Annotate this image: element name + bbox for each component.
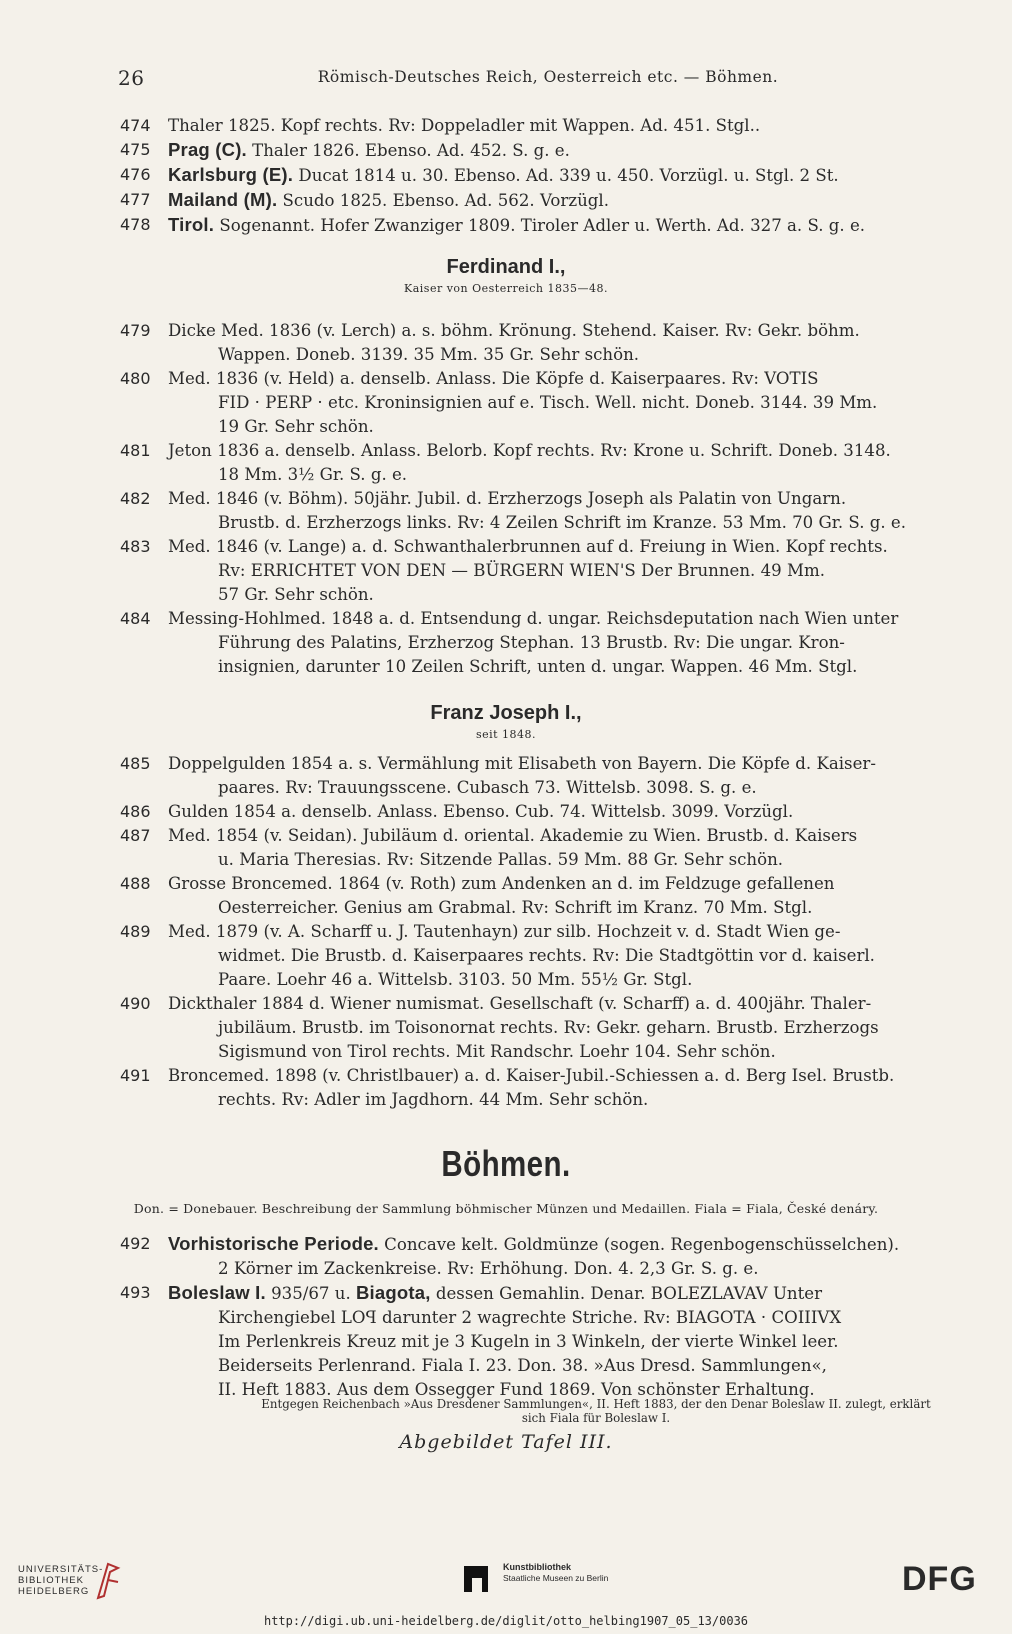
entry-line (168, 1232, 970, 1257)
entry-text: Ducat 1814 u. 30. Ebenso. Ad. 339 u. 450. Vorzügl. u. Stgl. 2 St. (293, 166, 839, 185)
entry-keyword: Biagota, (356, 1282, 431, 1303)
entry-text: Thaler 1825. Kopf rechts. Rv: Doppeladler mit Wappen. Ad. 451. Stgl.. (168, 116, 761, 135)
entry-keyword: Mailand (M). (168, 189, 278, 210)
entry-line (168, 1257, 970, 1281)
catalogue-entry (120, 188, 970, 213)
entry-text: Messing-Hohlmed. 1848 a. d. Entsendung d. ungar. Reichsdeputation nach Wien unter (168, 609, 899, 628)
catalogue-entry (120, 138, 970, 163)
entry-line (168, 968, 970, 992)
entry-text: Med. 1846 (v. Böhm). 50jähr. Jubil. d. Erzherzogs Joseph als Palatin von Ungarn. (168, 489, 847, 508)
entry-text: 18 Mm. 3½ Gr. S. g. e. (218, 465, 408, 484)
catalogue-entry (120, 114, 970, 138)
entry-text: Doppelgulden 1854 a. s. Vermählung mit Elisabeth von Bayern. Die Köpfe d. Kaiser- (168, 754, 876, 773)
entry-line (168, 415, 970, 439)
abbreviations-line: Don. = Donebauer. Beschreibung der Sammlung böhmischer Münzen und Medaillen. Fiala = Fiala, České denáry. (133, 1201, 879, 1216)
entry-number: 486 (120, 802, 151, 821)
entry-text: Med. 1854 (v. Seidan). Jubiläum d. oriental. Akademie zu Wien. Brustb. d. Kaisers (168, 826, 858, 845)
catalogue-entry (120, 367, 970, 439)
entry-text: Thaler 1826. Ebenso. Ad. 452. S. g. e. (246, 141, 570, 160)
entry-text: Führung des Palatins, Erzherzog Stephan. 13 Brustb. Rv: Die ungar. Kron- (218, 633, 845, 652)
catalogue-entry (120, 1232, 970, 1281)
entry-number: 478 (120, 215, 151, 234)
entry-text: Jeton 1836 a. denselb. Anlass. Belorb. Kopf rechts. Rv: Krone u. Schrift. Doneb. 3148. (168, 441, 891, 460)
section-title: Ferdinand I., (446, 256, 566, 278)
entry-line (168, 631, 970, 655)
entry-line (168, 944, 970, 968)
entry-line (168, 511, 970, 535)
entry-line (168, 463, 970, 487)
entry-line (168, 872, 970, 896)
entry-text: 2 Körner im Zackenkreise. Rv: Erhöhung. Don. 4. 2,3 Gr. S. g. e. (218, 1259, 759, 1278)
kunstbibliothek-label (503, 1562, 608, 1584)
entry-number: 474 (120, 116, 151, 135)
entry-line (168, 607, 970, 631)
entry-line (168, 1064, 970, 1088)
entry-line (168, 343, 970, 367)
entry-line (168, 367, 970, 391)
entry-line (168, 1281, 970, 1306)
catalogue-entry (120, 752, 970, 800)
footnote-line-1: Entgegen Reichenbach »Aus Dresdener Sammlungen«, II. Heft 1883, der den Denar Boleslaw II. zulegt, erklärt (261, 1397, 931, 1411)
catalogue-entry (120, 872, 970, 920)
section-subtitle: seit 1848. (475, 728, 537, 741)
catalogue-entry (120, 439, 970, 487)
uni-line: HEIDELBERG (18, 1586, 90, 1597)
entry-text: 57 Gr. Sehr schön. (218, 585, 374, 604)
kunstbibliothek-logo-icon (462, 1564, 490, 1594)
entry-number: 475 (120, 140, 151, 159)
entry-line (168, 439, 970, 463)
catalogue-entry (120, 213, 970, 238)
entry-line (168, 319, 970, 343)
catalogue-entry (120, 920, 970, 992)
uni-line: BIBLIOTHEK (18, 1575, 84, 1586)
entry-keyword: Karlsburg (E). (168, 164, 294, 185)
entry-list-b (120, 319, 970, 679)
plate-reference: Abgebildet Tafel III. (399, 1431, 613, 1453)
entry-text: Med. 1836 (v. Held) a. denselb. Anlass. Die Köpfe d. Kaiserpaares. Rv: VOTIS (168, 369, 819, 388)
entry-text: Grosse Broncemed. 1864 (v. Roth) zum Andenken an d. im Feldzuge gefallenen (168, 874, 835, 893)
entry-number: 488 (120, 874, 151, 893)
entry-line (168, 535, 970, 559)
entry-list-d (120, 1232, 970, 1402)
entry-text: rechts. Rv: Adler im Jagdhorn. 44 Mm. Sehr schön. (218, 1090, 649, 1109)
entry-line (168, 163, 970, 188)
entry-keyword: Vorhistorische Periode. (168, 1233, 379, 1254)
entry-line (168, 1306, 970, 1330)
entry-number: 477 (120, 190, 151, 209)
entry-number: 484 (120, 609, 151, 628)
entry-number: 489 (120, 922, 151, 941)
entry-keyword: Prag (C). (168, 139, 247, 160)
entry-text: insignien, darunter 10 Zeilen Schrift, unten d. ungar. Wappen. 46 Mm. Stgl. (218, 657, 858, 676)
dfg-logo: DFG (902, 1560, 977, 1598)
entry-keyword: Tirol. (168, 214, 215, 235)
university-logo-icon (94, 1560, 122, 1600)
entry-text: paares. Rv: Trauungsscene. Cubasch 73. Wittelsb. 3098. S. g. e. (218, 778, 757, 797)
catalogue-entry (120, 487, 970, 535)
entry-text: Med. 1846 (v. Lange) a. d. Schwanthalerbrunnen auf d. Freiung in Wien. Kopf rechts. (168, 537, 888, 556)
entry-text: II. Heft 1883. Aus dem Ossegger Fund 1869. Von schönster Erhaltung. (218, 1380, 815, 1399)
entry-line (168, 800, 970, 824)
entry-text: 19 Gr. Sehr schön. (218, 417, 374, 436)
entry-text: Rv: ERRICHTET VON DEN — BÜRGERN WIEN'S Der Brunnen. 49 Mm. (218, 561, 825, 580)
entry-line (168, 824, 970, 848)
entry-text: jubiläum. Brustb. im Toisonornat rechts. Rv: Gekr. geharn. Brustb. Erzherzogs (218, 1018, 879, 1037)
entry-text: 935/67 u. (265, 1284, 356, 1303)
entry-line (168, 1088, 970, 1112)
entry-line (168, 752, 970, 776)
entry-text: Oesterreicher. Genius am Grabmal. Rv: Schrift im Kranz. 70 Mm. Stgl. (218, 898, 813, 917)
running-title: Römisch-Deutsches Reich, Oesterreich etc. — Böhmen. (317, 68, 779, 86)
entry-line (168, 583, 970, 607)
entry-number: 479 (120, 321, 151, 340)
catalogue-entry (120, 163, 970, 188)
entry-text: Paare. Loehr 46 a. Wittelsb. 3103. 50 Mm. 55½ Gr. Stgl. (218, 970, 693, 989)
entry-line (168, 848, 970, 872)
entry-line (168, 138, 970, 163)
entry-number: 490 (120, 994, 151, 1013)
entry-line (168, 896, 970, 920)
entry-number: 491 (120, 1066, 151, 1085)
entry-line (168, 1330, 970, 1354)
catalogue-entry (120, 1281, 970, 1402)
kb-title: Kunstbibliothek (503, 1562, 571, 1572)
page-number: 26 (118, 66, 145, 90)
entry-text: dessen Gemahlin. Denar. BOLEZLAVAV Unter (430, 1284, 823, 1303)
entry-text: FID · PERP · etc. Kroninsignien auf e. Tisch. Well. nicht. Doneb. 3144. 39 Mm. (218, 393, 878, 412)
entry-text: Sogenannt. Hofer Zwanziger 1809. Tiroler Adler u. Werth. Ad. 327 a. S. g. e. (214, 216, 866, 235)
entry-list-c (120, 752, 970, 1112)
entry-text: Concave kelt. Goldmünze (sogen. Regenbogenschüsselchen). (378, 1235, 900, 1254)
entry-line (168, 1040, 970, 1064)
entry-number: 480 (120, 369, 151, 388)
entry-text: Scudo 1825. Ebenso. Ad. 562. Vorzügl. (277, 191, 609, 210)
entry-line (168, 487, 970, 511)
section-title: Franz Joseph I., (430, 702, 582, 724)
source-url[interactable]: http://digi.ub.uni-heidelberg.de/diglit/otto_helbing1907_05_13/0036 (263, 1614, 749, 1628)
running-header (118, 66, 978, 90)
section-heading-ferdinand (0, 256, 1012, 295)
catalogue-entry (120, 824, 970, 872)
entry-line (168, 188, 970, 213)
entry-number: 476 (120, 165, 151, 184)
entry-text: Gulden 1854 a. denselb. Anlass. Ebenso. Cub. 74. Wittelsb. 3099. Vorzügl. (168, 802, 794, 821)
uni-line: UNIVERSITÄTS- (18, 1564, 104, 1575)
entry-line (168, 1016, 970, 1040)
entry-line (168, 213, 970, 238)
section-subtitle: Kaiser von Oesterreich 1835—48. (404, 282, 608, 295)
catalogue-entry (120, 992, 970, 1064)
footnote-line-2: sich Fiala für Boleslaw I. (521, 1411, 671, 1425)
entry-line (168, 920, 970, 944)
entry-number: 481 (120, 441, 151, 460)
entry-line (168, 992, 970, 1016)
catalogue-entry (120, 800, 970, 824)
entry-number: 483 (120, 537, 151, 556)
entry-text: Brustb. d. Erzherzogs links. Rv: 4 Zeilen Schrift im Kranze. 53 Mm. 70 Gr. S. g. e. (218, 513, 907, 532)
entry-line (168, 114, 970, 138)
catalogue-entry (120, 607, 970, 679)
entry-text: Kirchengiebel LOꟼ darunter 2 wagrechte Striche. Rv: BIAGOTA · COIIIVX (218, 1308, 842, 1327)
entry-number: 487 (120, 826, 151, 845)
entry-text: Beiderseits Perlenrand. Fiala I. 23. Don. 38. »Aus Dresd. Sammlungen«, (218, 1356, 827, 1375)
entry-line (168, 1354, 970, 1378)
entry-text: Wappen. Doneb. 3139. 35 Mm. 35 Gr. Sehr schön. (218, 345, 640, 364)
entry-line (168, 776, 970, 800)
entry-list-a (120, 114, 970, 238)
catalogue-entry (120, 535, 970, 607)
section-title-bohmen: Böhmen. (441, 1143, 571, 1184)
entry-text: Sigismund von Tirol rechts. Mit Randschr. Loehr 104. Sehr schön. (218, 1042, 776, 1061)
entry-text: Broncemed. 1898 (v. Christlbauer) a. d. Kaiser-Jubil.-Schiessen a. d. Berg Isel. Brustb. (168, 1066, 895, 1085)
catalogue-entry (120, 319, 970, 367)
entry-text: widmet. Die Brustb. d. Kaiserpaares rechts. Rv: Die Stadtgöttin vor d. kaiserl. (218, 946, 875, 965)
university-library-label (18, 1564, 103, 1597)
entry-line (168, 655, 970, 679)
section-heading-franz-joseph (0, 702, 1012, 741)
entry-text: Med. 1879 (v. A. Scharff u. J. Tautenhayn) zur silb. Hochzeit v. d. Stadt Wien ge- (168, 922, 841, 941)
entry-keyword: Boleslaw I. (168, 1282, 266, 1303)
entry-text: Im Perlenkreis Kreuz mit je 3 Kugeln in 3 Winkeln, der vierte Winkel leer. (218, 1332, 839, 1351)
entry-line (168, 559, 970, 583)
entry-number: 482 (120, 489, 151, 508)
entry-text: u. Maria Theresias. Rv: Sitzende Pallas. 59 Mm. 88 Gr. Sehr schön. (218, 850, 784, 869)
entry-number: 492 (120, 1234, 151, 1253)
entry-number: 485 (120, 754, 151, 773)
footnote (222, 1397, 970, 1425)
entry-text: Dicke Med. 1836 (v. Lerch) a. s. böhm. Krönung. Stehend. Kaiser. Rv: Gekr. böhm. (168, 321, 860, 340)
entry-text: Dickthaler 1884 d. Wiener numismat. Gesellschaft (v. Scharff) a. d. 400jähr. Thaler- (168, 994, 872, 1013)
kb-subtitle: Staatliche Museen zu Berlin (503, 1573, 609, 1583)
entry-line (168, 391, 970, 415)
entry-number: 493 (120, 1283, 151, 1302)
catalogue-entry (120, 1064, 970, 1112)
